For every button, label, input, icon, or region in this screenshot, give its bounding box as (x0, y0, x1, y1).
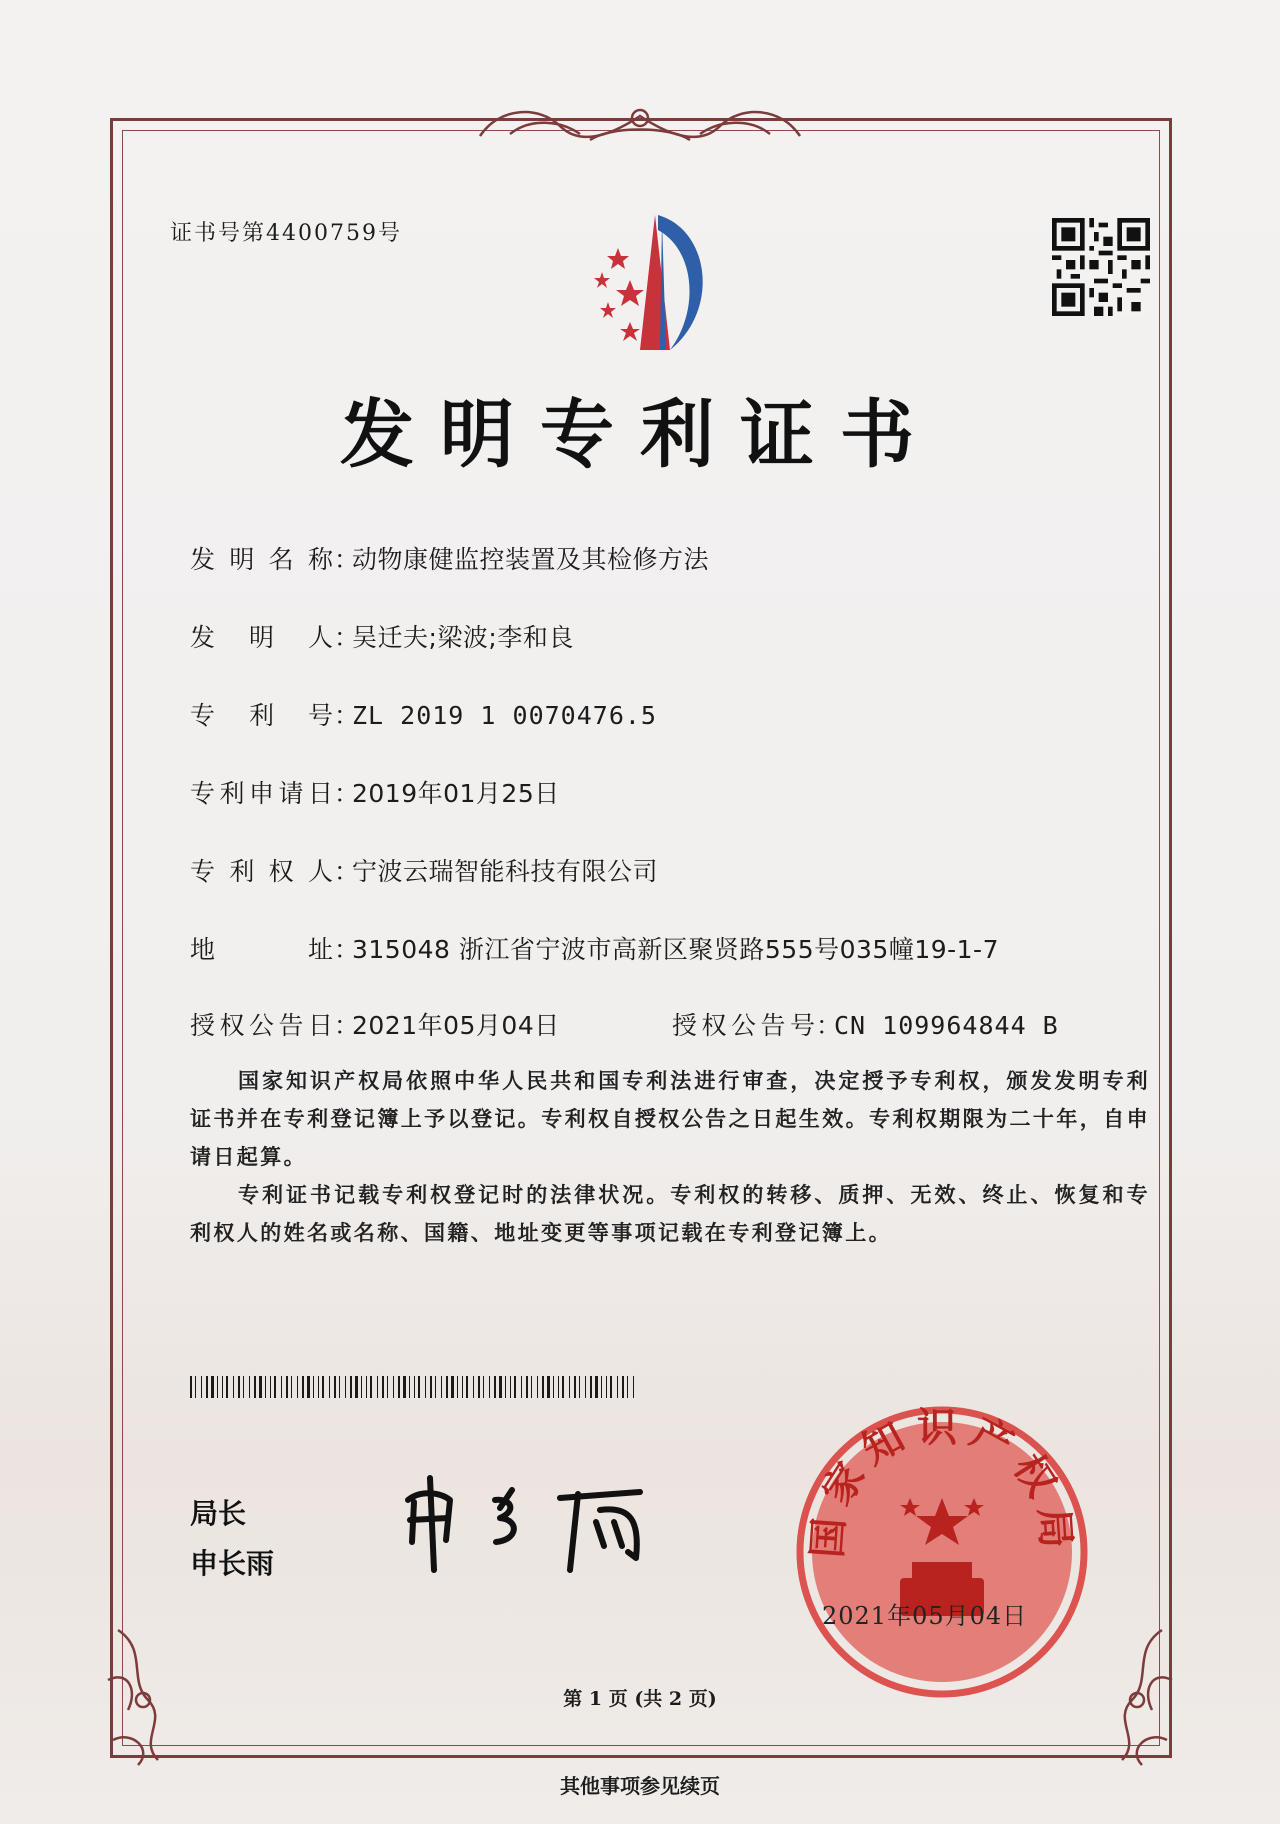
field-value: 宁波云瑞智能科技有限公司 (352, 857, 659, 886)
field-label: 发明人 (190, 623, 334, 652)
field-application-date: 专利申请日：2019年01月25日 (190, 774, 560, 810)
seal-date: 2021年05月04日 (822, 1602, 1028, 1630)
field-patentee: 专利权人：宁波云瑞智能科技有限公司 (190, 852, 658, 888)
qr-code-icon (1052, 218, 1150, 316)
field-label: 授权公告日 (190, 1011, 334, 1040)
field-patent-no: 专利号：ZL 2019 1 0070476.5 (190, 696, 657, 732)
certificate-title: 发明专利证书 (340, 392, 940, 478)
director-name: 申长雨 (190, 1547, 275, 1580)
certificate-number: 证书号第4400759号 (170, 221, 402, 246)
top-ornament-icon (470, 96, 810, 156)
footer-note: 其他事项参见续页 (560, 1774, 720, 1798)
svg-text:国家知识产权局: 国家知识产权局 (804, 1404, 1080, 1560)
field-grant-no: 授权公告号：CN 109964844 B (672, 1006, 1059, 1042)
director-title: 局长 (190, 1497, 247, 1530)
field-value: 2019年01月25日 (352, 779, 560, 808)
field-label: 专利申请日 (190, 779, 334, 808)
field-value: 315048 浙江省宁波市高新区聚贤路555号035幢19-1-7 (352, 935, 999, 964)
field-label: 授权公告号 (672, 1011, 816, 1040)
field-label: 专利权人 (190, 857, 334, 886)
field-grant-date: 授权公告日：2021年05月04日 (190, 1006, 560, 1042)
official-seal-icon (792, 1402, 1092, 1702)
field-value: ZL 2019 1 0070476.5 (352, 701, 657, 730)
paragraph-legal-status: 专利证书记载专利权登记时的法律状况。专利权的转移、质押、无效、终止、恢复和专利权人的姓名或名称、国籍、地址变更等事项记载在专利登记簿上。 (190, 1183, 1150, 1245)
field-value: 2021年05月04日 (352, 1011, 560, 1040)
barcode-icon (190, 1376, 636, 1398)
field-invention-name: 发明名称：动物康健监控装置及其检修方法 (190, 540, 709, 576)
field-value: CN 109964844 B (834, 1011, 1059, 1040)
field-inventors: 发明人：吴迁夫;梁波;李和良 (190, 618, 574, 654)
field-label: 专利号 (190, 701, 334, 730)
field-label: 发明名称 (190, 545, 334, 574)
field-value: 动物康健监控装置及其检修方法 (352, 545, 710, 574)
field-value: 吴迁夫;梁波;李和良 (352, 623, 574, 652)
signature-icon (400, 1470, 680, 1580)
paragraph-examination: 国家知识产权局依照中华人民共和国专利法进行审查，决定授予专利权，颁发发明专利证书并在专利登记簿上予以登记。专利权自授权公告之日起生效。专利权期限为二十年，自申请日起算。 (190, 1069, 1150, 1169)
cnipa-logo-icon (560, 210, 720, 360)
field-label: 地址 (190, 935, 334, 964)
field-address: 地址：315048 浙江省宁波市高新区聚贤路555号035幢19-1-7 (190, 930, 999, 966)
page-indicator: 第 1 页 (共 2 页) (563, 1688, 717, 1710)
